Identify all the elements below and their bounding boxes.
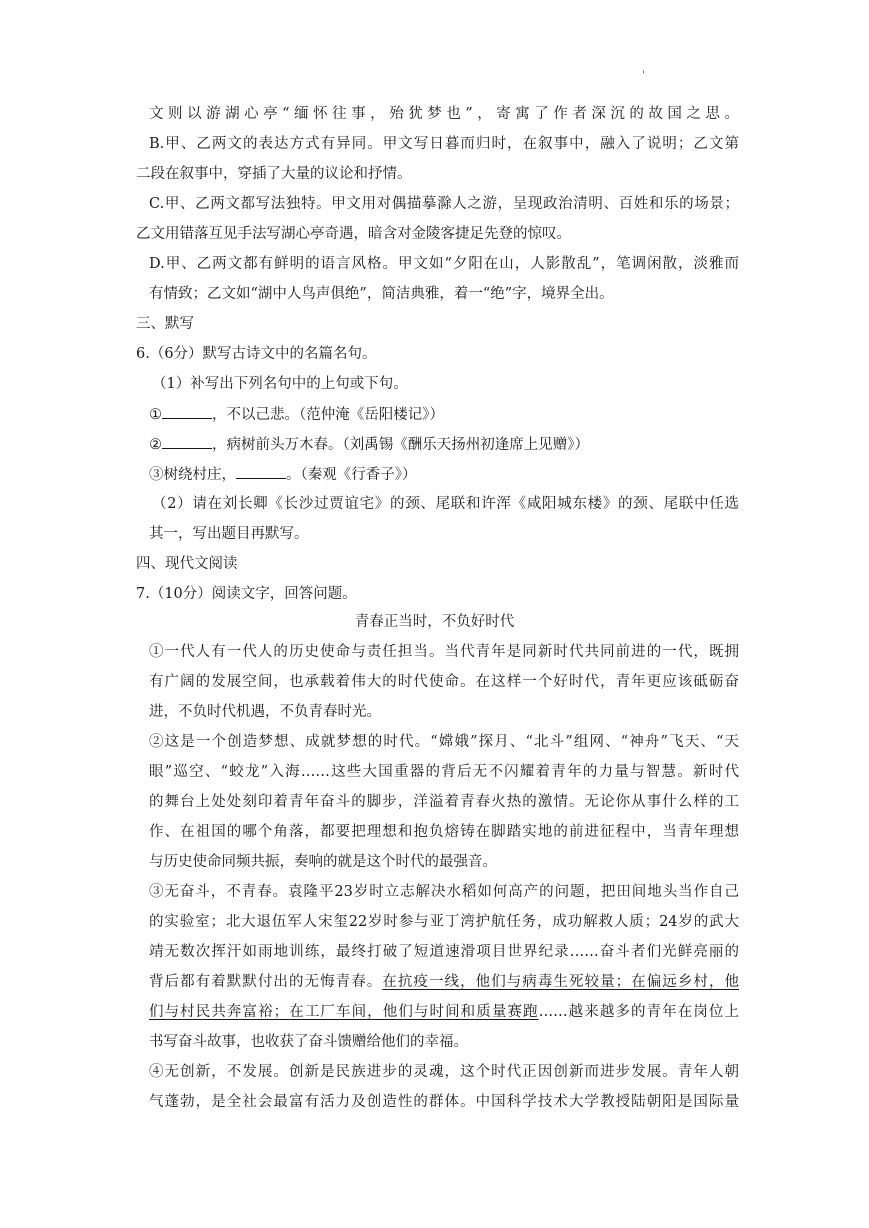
paragraph-line: 其一，写出题目再默写。	[149, 526, 309, 542]
fill-item	[149, 404, 444, 424]
paragraph-line: 文则以游湖心亭“缅怀往事，殆犹梦也”，寄寓了作者深沉的故国之思。	[149, 106, 739, 122]
question-title: 7.（10分）阅读文字，回答问题。	[136, 586, 357, 602]
article-line: 气蓬勃，是全社会最富有活力及创造性的群体。中国科学技术大学教授陆朝阳是国际量	[149, 1094, 739, 1110]
underlined-text: 们与村民共奔富裕；在工厂车间，他们与时间和质量赛跑	[149, 1004, 539, 1020]
fill-suffix: ，不以己悲。（范仲淹《岳阳楼记》）	[212, 407, 444, 423]
option-b-line: B.甲、乙两文的表达方式有异同。甲文写日暮而归时，在叙事中，融入了说明；乙文第	[149, 136, 739, 152]
option-d-line: D.甲、乙两文都有鲜明的语言风格。甲文如“夕阳在山，人影散乱”，笔调闲散，淡雅而	[149, 256, 739, 272]
article-line: ①一代人有一代人的历史使命与责任担当。当代青年是同新时代共同前进的一代，既拥	[149, 644, 739, 660]
answer-blank[interactable]	[162, 434, 212, 449]
answer-blank[interactable]	[236, 464, 286, 479]
article-line	[149, 1002, 739, 1022]
article-line: 书写奋斗故事，也收获了奋斗馈赠给他们的幸福。	[149, 1034, 468, 1050]
article-line: 眼”巡空、“蛟龙”入海……这些大国重器的背后无不闪耀着青年的力量与智慧。新时代	[149, 764, 739, 780]
question-title: 6.（6分）默写古诗文中的名篇名句。	[136, 346, 377, 362]
plain-text: 背后都有着默默付出的无悔青春。	[149, 974, 383, 990]
fill-prefix: ①	[149, 407, 162, 423]
article-line: 进，不负时代机遇，不负青春时光。	[149, 704, 381, 720]
article-line: ②这是一个创造梦想、成就梦想的时代。“嫦娥”探月、“北斗”组网、“神舟”飞天、“天	[149, 734, 739, 750]
section-heading: 四、现代文阅读	[136, 556, 238, 572]
corner-mark: '	[642, 70, 645, 81]
fill-item	[149, 434, 589, 454]
article-line: ③无奋斗，不青春。袁隆平23岁时立志解决水稻如何高产的问题，把田间地头当作自己	[149, 884, 739, 900]
article-line: 有广阔的发展空间，也承载着伟大的时代使命。在这样一个好时代，青年更应该砥砺奋	[149, 674, 739, 690]
article-line: 作、在祖国的哪个角落，都要把理想和抱负熔铸在脚踏实地的前进征程中，当青年理想	[149, 824, 739, 840]
paragraph-line: 二段在叙事中，穿插了大量的议论和抒情。	[136, 166, 412, 182]
article-line	[149, 972, 739, 992]
fill-prefix: ③树绕村庄，	[149, 467, 236, 483]
article-line: 靖无数次挥汗如雨地训练，最终打破了短道速滑项目世界纪录……奋斗者们光鲜亮丽的	[149, 944, 739, 960]
article-line: 的舞台上处处刻印着青年奋斗的脚步，洋溢着青春火热的激情。无论你从事什么样的工	[149, 794, 739, 810]
article-line: ④无创新，不发展。创新是民族进步的灵魂，这个时代正因创新而进步发展。青年人朝	[149, 1064, 739, 1080]
article-line: 与历史使命同频共振，奏响的就是这个时代的最强音。	[149, 854, 497, 870]
sub-question: （1）补写出下列名句中的上句或下句。	[152, 376, 408, 392]
sub-question: （2）请在刘长卿《长沙过贾谊宅》的颈、尾联和许浑《咸阳城东楼》的颈、尾联中任选	[152, 496, 739, 512]
fill-suffix: 。（秦观《行香子》）	[286, 467, 417, 483]
paragraph-line: 有情致；乙文如“湖中人鸟声俱绝”，简洁典雅，着一“绝”字，境界全出。	[149, 286, 614, 302]
plain-text: ……越来越多的青年在岗位上	[538, 1004, 740, 1020]
paragraph-line: 乙文用错落互见手法写湖心亭奇遇，暗含对金陵客捷足先登的惊叹。	[136, 226, 571, 242]
fill-item	[149, 464, 417, 484]
option-c-line: C.甲、乙两文都写法独特。甲文用对偶描摹滁人之游，呈现政治清明、百姓和乐的场景；	[149, 196, 739, 212]
article-title: 青春正当时，不负好时代	[354, 614, 515, 630]
article-line: 的实验室；北大退伍军人宋玺22岁时参与亚丁湾护航任务，成功解救人质；24岁的武大	[149, 914, 739, 930]
underlined-text: 在抗疫一线，他们与病毒生死较量；在偏远乡村，他	[382, 974, 739, 990]
section-heading: 三、默写	[136, 316, 194, 332]
fill-suffix: ，病树前头万木春。（刘禹锡《酬乐天扬州初逢席上见赠》）	[212, 437, 589, 453]
answer-blank[interactable]	[162, 404, 212, 419]
fill-prefix: ②	[149, 437, 162, 453]
